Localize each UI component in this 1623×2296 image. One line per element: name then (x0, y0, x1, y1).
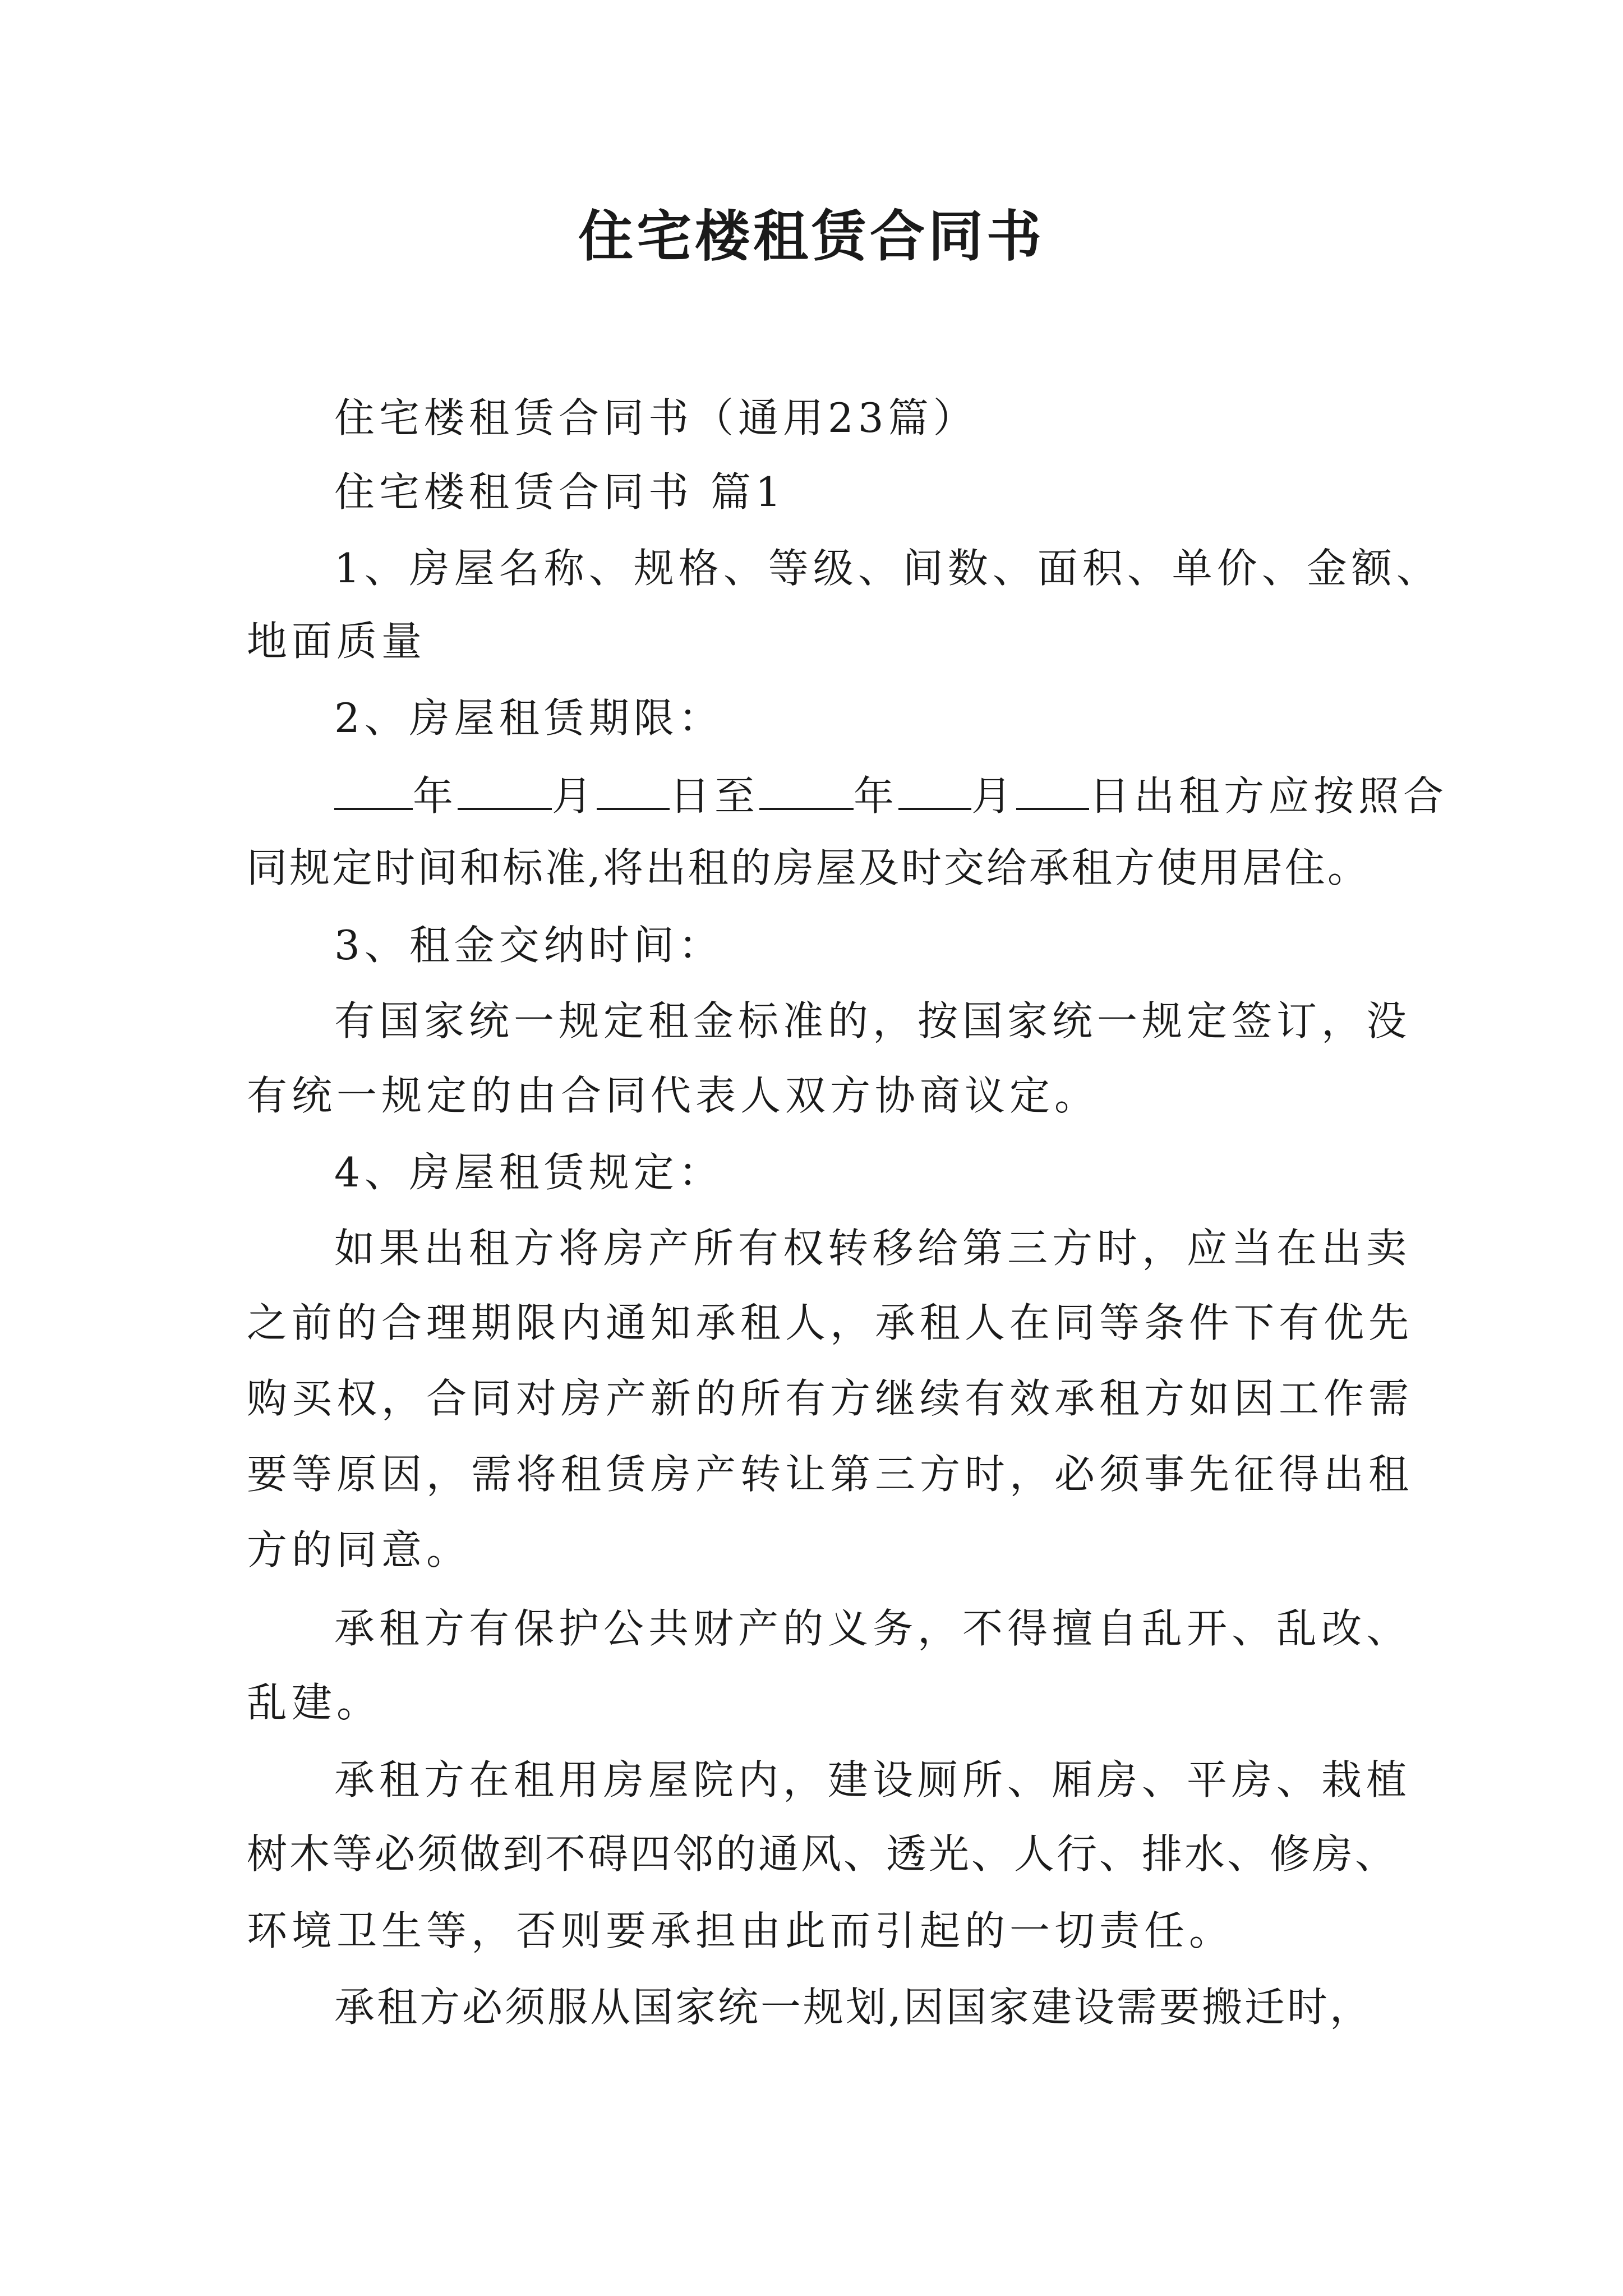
paragraph-line: 承租方必须服从国家统一规划,因国家建设需要搬迁时， (334, 1984, 1372, 2031)
paragraph-line: 有国家统一规定租金标准的，按国家统一规定签订，没 (334, 997, 1412, 1045)
blank-field (759, 763, 854, 810)
date-label: 年 (854, 772, 899, 820)
paragraph-line: 地面质量 (247, 618, 427, 665)
subtitle: 住宅楼租赁合同书（通用23篇） (334, 394, 978, 441)
date-label: 日出租方应按照合 (1089, 772, 1449, 820)
paragraph-line: 1、房屋名称、规格、等级、间数、面积、单价、金额、 (334, 545, 1441, 592)
paragraph-line: 方的同意。 (247, 1526, 472, 1573)
paragraph-line: 乱建。 (247, 1679, 382, 1726)
date-label: 月 (971, 772, 1017, 820)
paragraph-line: 同规定时间和标准,将出租的房屋及时交给承租方使用居住。 (247, 844, 1370, 891)
date-label: 月 (552, 772, 597, 820)
blank-field (1016, 763, 1089, 810)
paragraph-line: 4、房屋租赁规定： (334, 1149, 723, 1196)
paragraph-line: 如果出租方将房产所有权转移给第三方时，应当在出卖 (334, 1225, 1412, 1272)
paragraph-line: 2、房屋租赁期限： (334, 694, 723, 742)
paragraph-line: 3、租金交纳时间： (334, 922, 723, 969)
section-heading: 住宅楼租赁合同书 篇1 (334, 468, 786, 516)
blank-field (597, 763, 670, 810)
paragraph-line: 之前的合理期限内通知承租人，承租人在同等条件下有优先 (247, 1299, 1414, 1346)
date-label: 年 (413, 772, 458, 820)
paragraph-line: 有统一规定的由合同代表人双方协商议定。 (247, 1072, 1100, 1119)
paragraph-line: 树木等必须做到不碍四邻的通风、透光、人行、排水、修房、 (247, 1830, 1398, 1878)
paragraph-line: 购买权，合同对房产新的所有方继续有效承租方如因工作需 (247, 1375, 1414, 1422)
blank-field (458, 763, 552, 810)
date-label: 日至 (670, 772, 760, 820)
paragraph-line: 环境卫生等，否则要承担由此而引起的一切责任。 (247, 1907, 1234, 1954)
paragraph-line: 承租方有保护公共财产的义务，不得擅自乱开、乱改、 (334, 1605, 1412, 1652)
paragraph-line: 要等原因，需将租赁房产转让第三方时，必须事先征得出租 (247, 1451, 1414, 1498)
document-title: 住宅楼租赁合同书 (578, 204, 1045, 269)
blank-field (334, 763, 413, 810)
paragraph-line: 承租方在租用房屋院内，建设厕所、厢房、平房、栽植 (334, 1756, 1412, 1803)
date-fill-line (334, 763, 1448, 827)
blank-field (898, 763, 971, 810)
